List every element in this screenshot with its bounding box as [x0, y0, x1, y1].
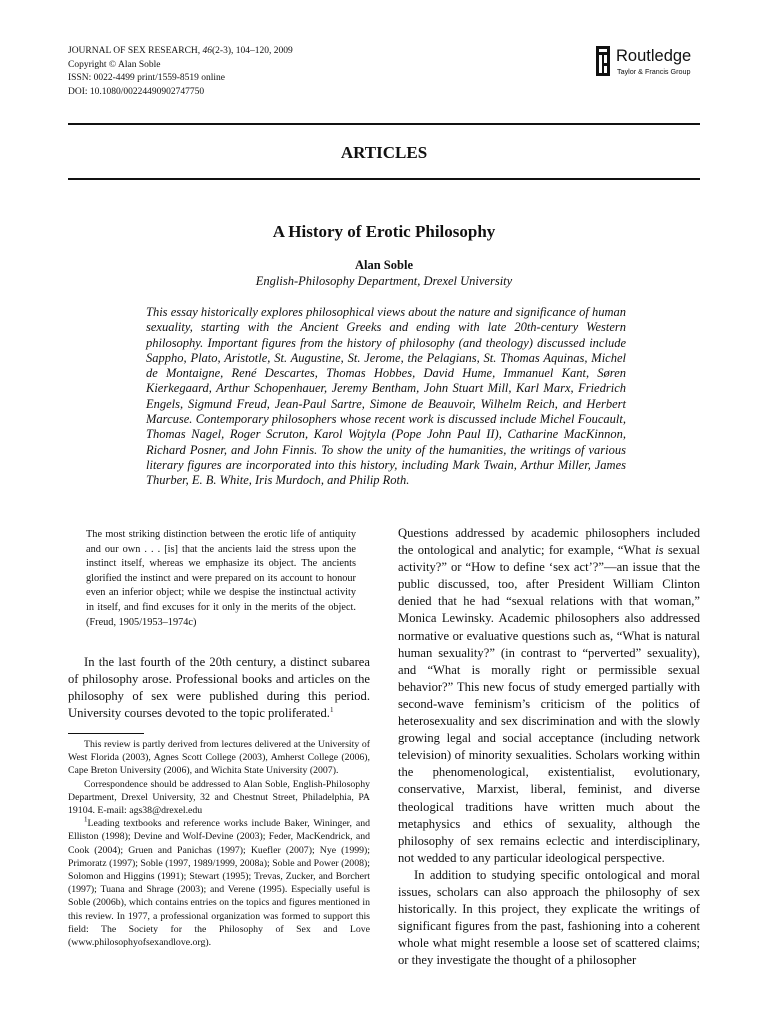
publisher-name: Routledge: [616, 47, 692, 65]
footnote-divider: [68, 733, 144, 734]
journal-issn: ISSN: 0022-4499 print/1559-8519 online: [68, 73, 226, 83]
publisher-logo: [596, 46, 706, 80]
publisher-group: Taylor & Francis Group: [617, 67, 691, 76]
author-affiliation: English-Philosophy Department, Drexel University: [255, 274, 513, 288]
routledge-logo-icon: [596, 46, 610, 76]
journal-volume: 46: [202, 46, 213, 56]
body-column-right: [398, 525, 700, 969]
journal-meta: [68, 45, 293, 99]
footnote-1: $^1$Leading textbooks and reference works include Baker, Wininger, and Elliston (1998); Devine and Wolf-Devine (2003); Feder, MacKendrick, and Cook (2004); Gruen and Panichas (1997); Kuefler (2007); Nye (1999); Primoratz (1997); Soble (1997, 1989/1999, 2008a); Soble and Power (2008); Solomon and Higgins (1991); Stewart (1995); Trevas, Zucker, and Borchert (1997); Tuana and Shrage (2003); and Verene (1995). Especially useful is Soble (2006b), which contains entries on the topics and figures mentioned in this review. In 1977, a professional organization was formed to support this field: The Society for the Philosophy of Sex and Love (www.philosophyofsexandlove.org).: [68, 815, 370, 949]
abstract: This essay historically explores philosophical views about the nature and significance of human sexuality, starting with the Ancient Greeks and ending with late 20th-century Western philosophy. Important figures from the history of philosophy (and theology) discussed include Sappho, Plato, Aristotle, St. Augustine, St. Jerome, the Pelagians, St. Thomas Aquinas, Michel de Montaigne, René Descartes, Thomas Hobbes, David Hume, Immanuel Kant, Søren Kierkegaard, Arthur Schopenhauer, Jeremy Bentham, John Stuart Mill, Karl Marx, Friedrich Engels, Sigmund Freud, Jean-Paul Sartre, Simone de Beauvoir, Wilhelm Reich, and Herbert Marcuse. Contemporary philosophers whose recent work is discussed include Michel Foucault, Thomas Nagel, Roger Scruton, Karol Wojtyla (Pope John Paul II), Catharine MacKinnon, Richard Posner, and John Finnis. To show the unity of the humanities, the writings of various literary figures are incorporated into this history, including Mark Twain, Arthur Miller, James Thurber, E. B. White, Iris Murdoch, and Philip Roth.: [146, 305, 626, 488]
footnote-marker: 1: [329, 705, 334, 714]
epigraph-quote: The most striking distinction between the erotic life of antiquity and our own . . . [is] that the ancients laid the stress upon the instinct itself, whereas we emphasize its object. The ancients glorified the instinct and were prepared on its account to honour even an inferior object; while we despise the instinctual activity in itself, and find excuses for it only in the merits of the object. (Freud, 1905/1953–1974c): [86, 529, 356, 628]
section-heading: ARTICLES: [340, 143, 428, 162]
article-title: A History of Erotic Philosophy: [272, 222, 496, 241]
footnote-correspondence: Correspondence should be addressed to Alan Soble, English-Philosophy Department, Drexel University, 32 and Chestnut Street, Philadelphia, PA 19104. E-mail: ags38@drexel.edu: [68, 778, 370, 817]
journal-doi: DOI: 10.1080/00224490902747750: [68, 86, 205, 97]
section-rule: [68, 178, 700, 180]
journal-copyright: Copyright © Alan Soble: [68, 59, 161, 70]
article-author: Alan Soble: [354, 258, 413, 272]
journal-citation: JOURNAL OF SEX RESEARCH, 46(2-3), 104–120, 2009: [68, 46, 293, 56]
footnote-derivation: This review is partly derived from lectures delivered at the University of West Florida (2003), Agnes Scott College (2003), Amherst College (2006), Cape Breton University (2006), and Wichita State University (2007).: [68, 739, 370, 777]
top-rule: [68, 123, 700, 125]
body-paragraph: In addition to studying specific ontological and moral issues, scholars can also approach the philosophy of sex historically. In this project, they explicate the writings of significant figures from the past, fashioning into a coherent whole what might resemble a loose set of scattered claims; or they investigate the thought of a philosopher: [398, 867, 700, 968]
intro-paragraph: In the last fourth of the 20th century, a distinct subarea of philosophy arose. Professional books and articles on the philosophy of sex were published during this period. University courses devoted to the topic proliferated.$^1$: [68, 655, 370, 720]
body-paragraph: Questions addressed by academic philosophers included the ontological and analytic; for example, “What is sexual activity?” or “How to define ‘sex act’?”—an issue that the public discussed, too, after President William Clinton denied that he had “sexual relations with that woman,” Monica Lewinsky. Academic philosophers also addressed normative or evaluative questions such as, “What is natural human sexuality?” (in contrast to “perverted” sexuality), and “What is morally right or permissible sexual behavior?” This new focus of study emerged partially with second-wave feminism’s criticism of the politics of heterosexuality and sex discrimination and with the slowly growing legal and social acceptance (including network television) of minority sexualities. Scholars working within the phenomenological, existentialist, evolutionary, conservative, Marxist, liberal, feminist, and diverse theological traditions have written much about the metaphysics and ethics of sexuality, although the philosophy of sex remains eclectic and interdisciplinary, not wedded to any particular ideological perspective.: [398, 526, 700, 865]
footnotes: [68, 738, 370, 949]
